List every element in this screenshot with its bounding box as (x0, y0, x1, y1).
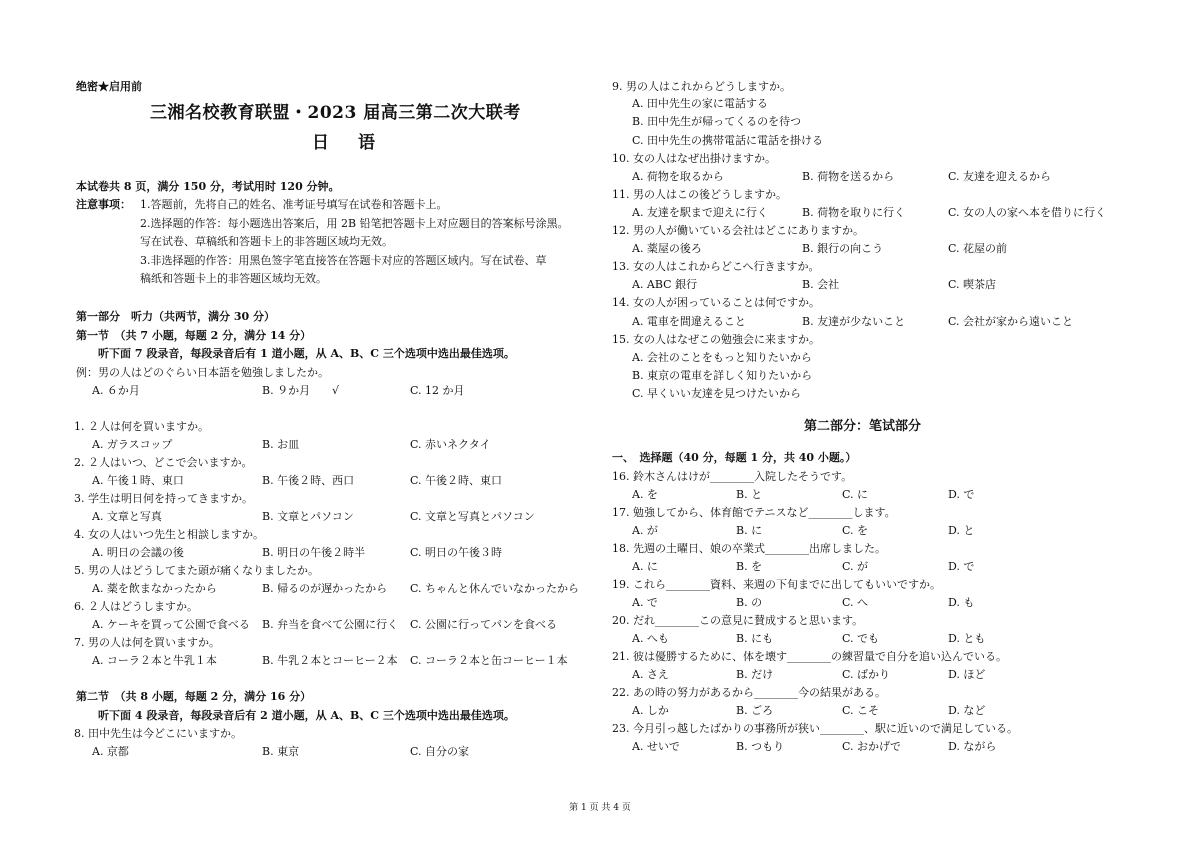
question-6: 6. ２人はどうしますか。 (74, 600, 198, 613)
q14-option-c: C. 会社が家から遠いこと (948, 315, 1074, 328)
q9-option-b: B. 田中先生が帰ってくるのを待つ (632, 115, 802, 128)
q5-option-a: A. 薬を飲まなかったから (92, 582, 217, 595)
q2-option-a: A. 午後１時、東口 (92, 474, 184, 487)
q16-option-a: A. を (632, 488, 658, 501)
note-3-cont: 稿纸和答题卡上的非答题区域均无效。 (140, 272, 327, 285)
q8-option-c: C. 自分の家 (410, 745, 470, 758)
q8-option-b: B. 東京 (262, 745, 300, 758)
q7-option-a: A. コーラ２本と牛乳１本 (92, 654, 217, 667)
question-7: 7. 男の人は何を買いますか。 (74, 636, 220, 649)
q19-option-c: C. へ (842, 596, 869, 609)
q9-option-c: C. 田中先生の携帯電話に電話を掛ける (632, 134, 824, 147)
part1-title: 第一部分 听力（共两节，满分 30 分） (76, 310, 275, 323)
q11-option-a: A. 友達を駅まで迎えに行く (632, 206, 768, 219)
q19-option-d: D. も (948, 596, 975, 609)
question-9: 9. 男の人はこれからどうしますか。 (612, 80, 791, 93)
q22-option-a: A. しか (632, 704, 669, 717)
q22-option-c: C. こそ (842, 704, 880, 717)
note-2-cont: 写在试卷、草稿纸和答题卡上的非答题区域均无效。 (140, 235, 393, 248)
q4-option-c: C. 明日の午後３時 (410, 546, 503, 559)
q10-option-a: A. 荷物を取るから (632, 170, 724, 183)
q12-option-b: B. 銀行の向こう (802, 242, 884, 255)
q2-option-b: B. 午後２時、西口 (262, 474, 355, 487)
question-17: 17. 勉強してから、体育館でテニスなど________します。 (612, 506, 896, 519)
q8-option-a: A. 京都 (92, 745, 129, 758)
q13-option-c: C. 喫茶店 (948, 278, 997, 291)
q7-option-b: B. 牛乳２本とコーヒー２本 (262, 654, 398, 667)
question-15: 15. 女の人はなぜこの勉強会に来ますか。 (612, 333, 820, 346)
q22-option-d: D. など (948, 704, 986, 717)
q10-option-c: C. 友達を迎えるから (948, 170, 1052, 183)
example-question: 例：男の人はどのぐらい日本語を勉強しましたか。 (76, 366, 329, 379)
question-18: 18. 先週の土曜日、娘の卒業式________出席しました。 (612, 542, 886, 555)
example-option-b: B. ９か月 (262, 384, 311, 397)
part1-section2-title: 第二节 （共 8 小题，每题 2 分，满分 16 分） (76, 690, 312, 703)
q22-option-b: B. ごろ (736, 704, 774, 717)
q23-option-a: A. せいで (632, 740, 680, 753)
q19-option-a: A. で (632, 596, 658, 609)
q12-option-c: C. 花屋の前 (948, 242, 1008, 255)
part1-section2-instruction: 听下面 4 段录音，每段录音后有 2 道小题，从 A、B、C 三个选项中选出最佳选项。 (98, 709, 515, 722)
q7-option-c: C. コーラ２本と缶コーヒー１本 (410, 654, 568, 667)
question-13: 13. 女の人はこれからどこへ行きますか。 (612, 260, 820, 273)
q13-option-a: A. ABC 銀行 (632, 278, 698, 291)
question-21: 21. 彼は優勝するために、体を壊す________の練習量で自分を追い込んでいる。 (612, 650, 1007, 663)
question-19: 19. これら________資料、来週の下旬までに出してもいいですか。 (612, 578, 941, 591)
q5-option-b: B. 帰るのが遅かったから (262, 582, 388, 595)
q13-option-b: B. 会社 (802, 278, 840, 291)
q3-option-a: A. 文章と写真 (92, 510, 162, 523)
q4-option-a: A. 明日の会議の後 (92, 546, 184, 559)
q18-option-d: D. で (948, 560, 975, 573)
q10-option-b: B. 荷物を送るから (802, 170, 895, 183)
q20-option-b: B. にも (736, 632, 774, 645)
q21-option-a: A. さえ (632, 668, 669, 681)
q15-option-a: A. 会社のことをもっと知りたいから (632, 351, 812, 364)
q1-option-c: C. 赤いネクタイ (410, 438, 491, 451)
q18-option-b: B. を (736, 560, 763, 573)
question-11: 11. 男の人はこの後どうしますか。 (612, 188, 787, 201)
q20-option-c: C. でも (842, 632, 880, 645)
q5-option-c: C. ちゃんと休んでいなかったから (410, 582, 580, 595)
q23-option-b: B. つもり (736, 740, 785, 753)
q9-option-a: A. 田中先生の家に電話する (632, 97, 768, 110)
q17-option-a: A. が (632, 524, 658, 537)
note-3: 3.非选择题的作答：用黑色签字笔直接答在答题卡对应的答题区域内。写在试卷、草 (140, 254, 547, 267)
q15-option-b: B. 東京の電車を詳しく知りたいから (632, 369, 813, 382)
q16-option-d: D. で (948, 488, 975, 501)
q17-option-c: C. を (842, 524, 869, 537)
q21-option-b: B. だけ (736, 668, 774, 681)
q1-option-b: B. お皿 (262, 438, 300, 451)
part1-section1-title: 第一节 （共 7 小题，每题 2 分，满分 14 分） (76, 329, 312, 342)
question-1: 1. ２人は何を買いますか。 (74, 420, 209, 433)
q16-option-c: C. に (842, 488, 869, 501)
q11-option-b: B. 荷物を取りに行く (802, 206, 906, 219)
exam-title: 三湘名校教育联盟・2023 届高三第二次大联考 (150, 103, 521, 123)
q11-option-c: C. 女の人の家へ本を借りに行く (948, 206, 1107, 219)
question-4: 4. 女の人はいつ先生と相談しますか。 (74, 528, 264, 541)
page-footer: 第 1 页 共 4 页 (569, 803, 631, 813)
q14-option-a: A. 電車を間違えること (632, 315, 746, 328)
example-check-mark: √ (332, 384, 340, 397)
example-option-c: C. 12 か月 (410, 384, 465, 397)
q19-option-b: B. の (736, 596, 763, 609)
q12-option-a: A. 薬屋の後ろ (632, 242, 702, 255)
question-16: 16. 鈴木さんはけが________入院したそうです。 (612, 470, 853, 483)
question-2: 2. ２人はいつ、どこで会いますか。 (74, 456, 253, 469)
part2-title: 第二部分：笔试部分 (804, 419, 922, 434)
exam-summary: 本试卷共 8 页，满分 150 分，考试用时 120 分钟。 (76, 180, 340, 193)
q18-option-a: A. に (632, 560, 658, 573)
question-3: 3. 学生は明日何を持ってきますか。 (74, 492, 253, 505)
question-8: 8. 田中先生は今どこにいますか。 (74, 727, 242, 740)
q23-option-d: D. ながら (948, 740, 997, 753)
q3-option-c: C. 文章と写真とパソコン (410, 510, 535, 523)
secret-label: 绝密★启用前 (76, 80, 142, 93)
q4-option-b: B. 明日の午後２時半 (262, 546, 366, 559)
part1-section1-instruction: 听下面 7 段录音，每段录音后有 1 道小题，从 A、B、C 三个选项中选出最佳选项。 (98, 347, 515, 360)
example-option-a: A. ６か月 (92, 384, 140, 397)
q23-option-c: C. おかげで (842, 740, 902, 753)
q6-option-a: A. ケーキを買って公園で食べる (92, 618, 250, 631)
q1-option-a: A. ガラスコップ (92, 438, 173, 451)
question-5: 5. 男の人はどうしてまた頭が痛くなりましたか。 (74, 564, 319, 577)
subject-title: 日 语 (312, 133, 381, 153)
question-22: 22. あの時の努力があるから________今の結果がある。 (612, 686, 886, 699)
note-1: 1.答题前，先将自己的姓名、准考证号填写在试卷和答题卡上。 (140, 198, 448, 211)
q21-option-d: D. ほど (948, 668, 986, 681)
q18-option-c: C. が (842, 560, 869, 573)
q3-option-b: B. 文章とパソコン (262, 510, 354, 523)
q17-option-b: B. に (736, 524, 763, 537)
part2-section1-title: 一、 选择题（40 分，每题 1 分，共 40 小题。） (612, 451, 857, 464)
q17-option-d: D. と (948, 524, 975, 537)
q6-option-b: B. 弁当を食べて公園に行く (262, 618, 399, 631)
q16-option-b: B. と (736, 488, 763, 501)
question-10: 10. 女の人はなぜ出掛けますか。 (612, 152, 776, 165)
q6-option-c: C. 公園に行ってパンを食べる (410, 618, 558, 631)
question-23: 23. 今月引っ越したばかりの事務所が狭い________、駅に近いので満足している。 (612, 722, 1018, 735)
notes-label: 注意事项： (76, 198, 131, 211)
q15-option-c: C. 早くいい友達を見つけたいから (632, 387, 802, 400)
q21-option-c: C. ばかり (842, 668, 891, 681)
q14-option-b: B. 友達が少ないこと (802, 315, 906, 328)
q20-option-d: D. とも (948, 632, 986, 645)
q2-option-c: C. 午後２時、東口 (410, 474, 503, 487)
question-12: 12. 男の人が働いている会社はどこにありますか。 (612, 224, 864, 237)
question-20: 20. だれ________この意見に賛成すると思います。 (612, 614, 864, 627)
question-14: 14. 女の人が困っていることは何ですか。 (612, 296, 820, 309)
q20-option-a: A. へも (632, 632, 669, 645)
note-2: 2.选择题的作答：每小题选出答案后，用 2B 铅笔把答题卡上对应题目的答案标号涂黑。 (140, 217, 569, 230)
